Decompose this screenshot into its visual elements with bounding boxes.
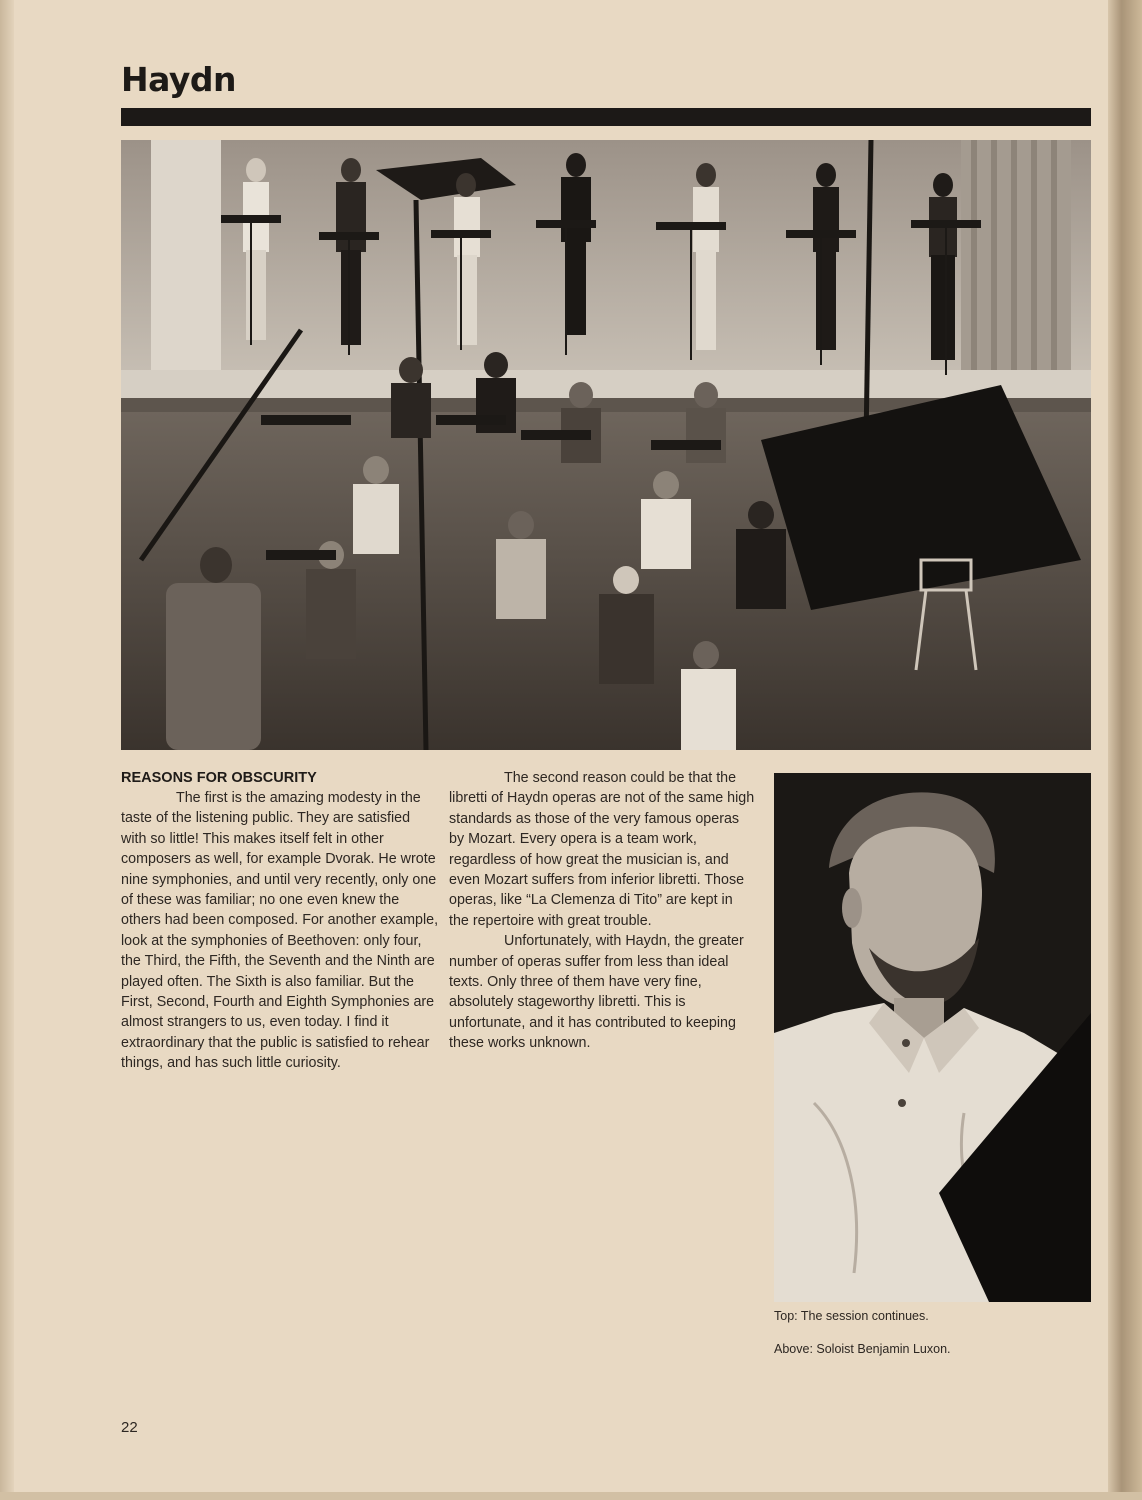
page-number: 22: [121, 1419, 138, 1436]
photo-recording-session: [121, 140, 1091, 750]
article-column-middle: [449, 768, 755, 1054]
paragraph: The second reason could be that the libretti of Haydn operas are not of the same high standards as those of the very famous operas by Mozart. Every opera is a team work, regardless of how great the musician is, and even Mozart suffers from inferior libretti. Those operas, like “La Clemenza di Tito” are kept in the repertoire with great trouble.: [449, 770, 755, 929]
paragraph: The first is the amazing modesty in the taste of the listening public. They are satisfied with so little! This makes itself felt in other composers as well, for example Dvorak. He wrote nine symphonies, and until very recently, only one of these was familiar; no one even knew the others had been composed. For another example, look at the symphonies of Beethoven: only four, the Third, the Fifth, the Seventh and the Ninth are played often. The Sixth is also familiar. But the First, Second, Fourth and Eighth Symphonies are almost strangers to us, even today. I find it extraordinary that the public is satisfied to rehear things, and has such little curiosity.: [121, 790, 439, 1072]
section-heading: REASONS FOR OBSCURITY: [121, 770, 317, 786]
page-title: Haydn: [121, 60, 236, 99]
title-rule: [121, 108, 1091, 126]
paragraph: Unfortunately, with Haydn, the greater number of operas suffer from less than ideal texts. Only three of them have very fine, absolutely stageworthy libretti. This is unfortunate, and it has contributed to keeping these works unknown.: [449, 933, 744, 1052]
caption-right-photo: Above: Soloist Benjamin Luxon.: [774, 1342, 951, 1356]
page-binding-edge: [0, 0, 14, 1500]
page-outer-edge: [1108, 0, 1142, 1500]
photo-soloist-portrait: [774, 773, 1091, 1302]
caption-top-photo: Top: The session continues.: [774, 1309, 929, 1323]
page-bottom-edge: [0, 1492, 1142, 1500]
article-column-left: [121, 768, 439, 1074]
